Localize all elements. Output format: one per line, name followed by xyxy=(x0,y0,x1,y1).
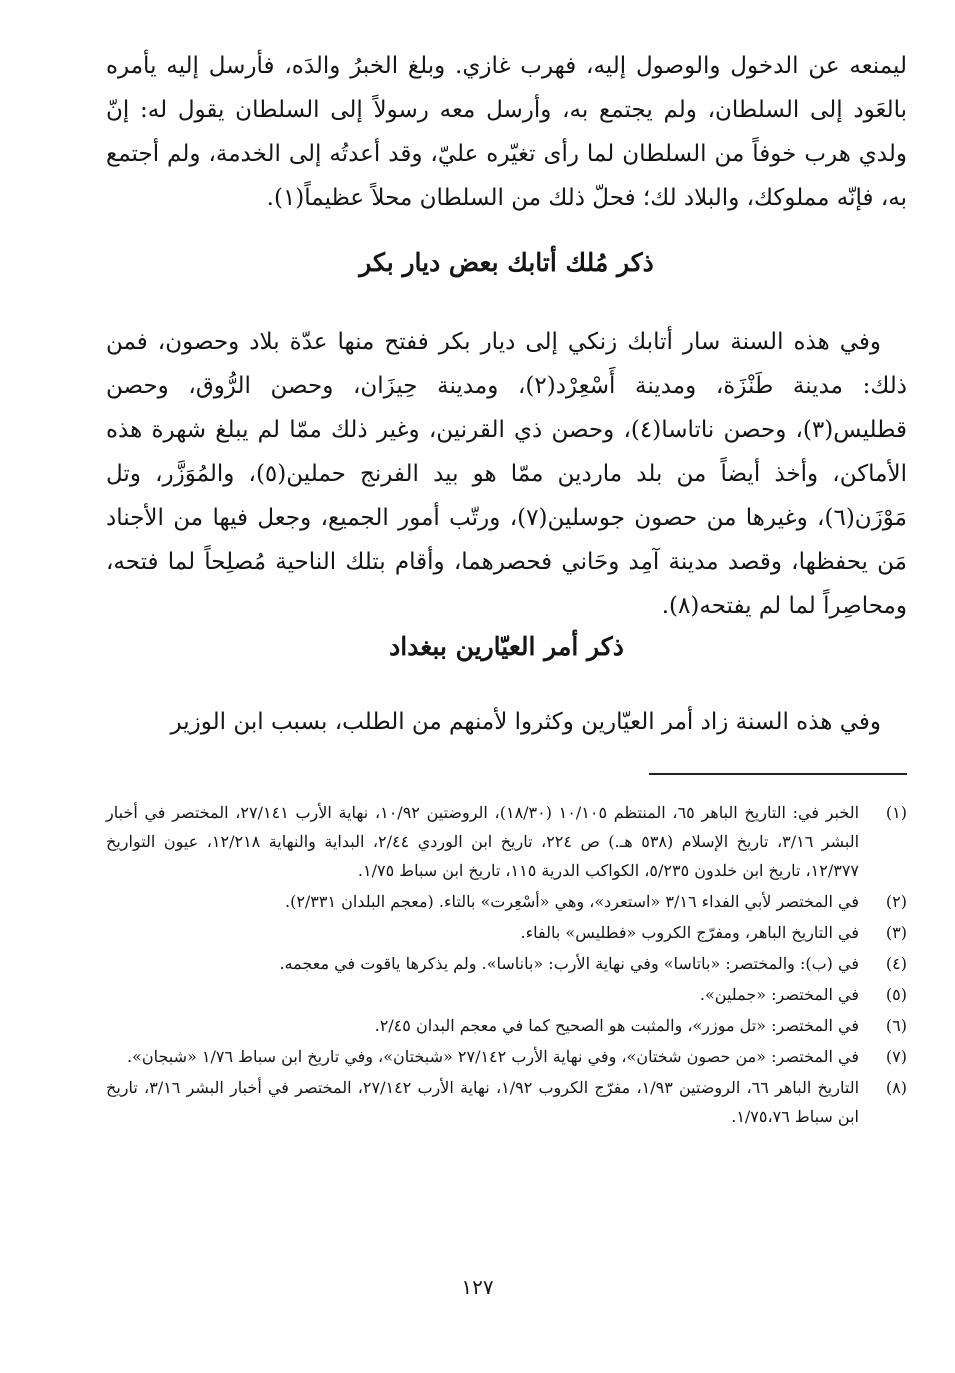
footnote-text: الخبر في: التاريخ الباهر ٦٥، المنتظم ١٠/١٠٥ (١٨/٣٠)، الروضتين ١٠/٩٢، نهاية الأرب ٢٧/١٤١، المختصر في أخبار البشر ٣/١٦، تاريخ الإسلام (٥٣٨ هـ.) ص ٢٢٤، تاريخ ابن الوردي ٢/٤٤، البداية والنهاية ١٢/٢١٨، عيون التواريخ ١٢/٣٧٧، تاريخ ابن خلدون ٥/٢٣٥، الكواكب الدرية ١١٥، تاريخ ابن سباط ١/٧٥. xyxy=(106,803,860,880)
footnote-text: في المختصر: «جملين». xyxy=(699,985,859,1004)
footnotes-section xyxy=(106,798,907,1133)
footnote xyxy=(106,798,907,885)
paragraph-ayyarin: وفي هذه السنة زاد أمر العيّارين وكثروا لأمنهم من الطلب، بسبب ابن الوزير xyxy=(170,709,881,735)
footnote-text: في المختصر لأبي الفداء ٣/١٦ «استعرد»، وهي «أسْعِرت» بالتاء. (معجم البلدان ٢/٣٣١). xyxy=(284,892,859,911)
footnote-divider xyxy=(649,773,907,775)
footnote-number: (٢) xyxy=(885,892,907,911)
footnote xyxy=(106,1073,907,1131)
page-number: ١٢٧ xyxy=(461,1275,494,1299)
footnote-text: في المختصر: «تل موزر»، والمثبت هو الصحيح كما في معجم البدان ٢/٤٥. xyxy=(374,1016,859,1035)
footnote xyxy=(106,918,907,947)
footnote-number: (٤) xyxy=(885,954,907,973)
paragraph-atabak-conquests: وفي هذه السنة سار أتابك زنكي إلى ديار بكر ففتح منها عدّة بلاد وحصون، فمن ذلك: مدينة طَنْزَة، ومدينة أَسْعِرْد(٢)، ومدينة حِيزَان، وحصن الرُّوق، وحصن قطليس(٣)، وحصن ناتاسا(٤)، وحصن ذي القرنين، وغير ذلك ممّا لم يبلغ شهرة هذه الأماكن، وأخذ أيضاً من بلد ماردين ممّا هو بيد الفرنج حملين(٥)، والمُوَزَّر، وتل مَوْزَن(٦)، وغيرها من حصون جوسلين(٧)، ورتّب أمور الجميع، وجعل فيها من الأجناد مَن يحفظها، وقصد مدينة آمِد وحَاني فحصرهما، وأقام بتلك الناحية مُصلِحاً لما فتحه، ومحاصِراً لما لم يفتحه(٨). xyxy=(106,329,908,619)
footnote-number: (٧) xyxy=(885,1047,907,1066)
footnote-text: في (ب): والمختصر: «باتاسا» وفي نهاية الأرب: «باناسا». ولم يذكرها ياقوت في معجمه. xyxy=(279,954,859,973)
footnote-number: (٣) xyxy=(885,923,907,942)
footnote-number: (٦) xyxy=(885,1016,907,1035)
section-heading-ayyarin-baghdad: ذكر أمر العيّارين ببغداد xyxy=(389,632,624,661)
footnote xyxy=(106,1011,907,1040)
footnote xyxy=(106,980,907,1009)
footnote-text: التاريخ الباهر ٦٦، الروضتين ١/٩٣، مفرّج الكروب ١/٩٢، نهاية الأرب ٢٧/١٤٢، المختصر في أخبار البشر ٣/١٦، تاريخ ابن سباط ١/٧٥،٧٦. xyxy=(106,1078,860,1126)
footnote-text: في التاريخ الباهر، ومفرّج الكروب «فطليس» بالفاء. xyxy=(520,923,859,942)
footnote xyxy=(106,1042,907,1071)
footnote-text: في المختصر: «من حصون شختان»، وفي نهاية الأرب ٢٧/١٤٢ «شبختان»، وفي تاريخ ابن سباط ١/٧٦ «شبجان». xyxy=(126,1047,859,1066)
footnote-number: (٨) xyxy=(885,1078,907,1097)
footnote-number: (١) xyxy=(885,803,907,822)
footnote xyxy=(106,887,907,916)
footnote xyxy=(106,949,907,978)
footnote-number: (٥) xyxy=(885,985,907,1004)
paragraph-continuation: ليمنعه عن الدخول والوصول إليه، فهرب غازي. وبلغ الخبرُ والدَه، فأرسل إليه يأمره بالعَود إلى السلطان، ولم يجتمع به، وأرسل معه رسولاً إلى السلطان يقول له: إنّ ولدي هرب خوفاً من السلطان لما رأى تغيّره عليّ، وقد أعدتُه إلى الخدمة، ولم أجتمع به، فإنّه مملوكك، والبلاد لك؛ فحلّ ذلك من السلطان محلاً عظيماً(١). xyxy=(106,53,907,211)
section-heading-atabak-diyarbakr: ذكر مُلك أتابك بعض ديار بكر xyxy=(359,248,654,277)
